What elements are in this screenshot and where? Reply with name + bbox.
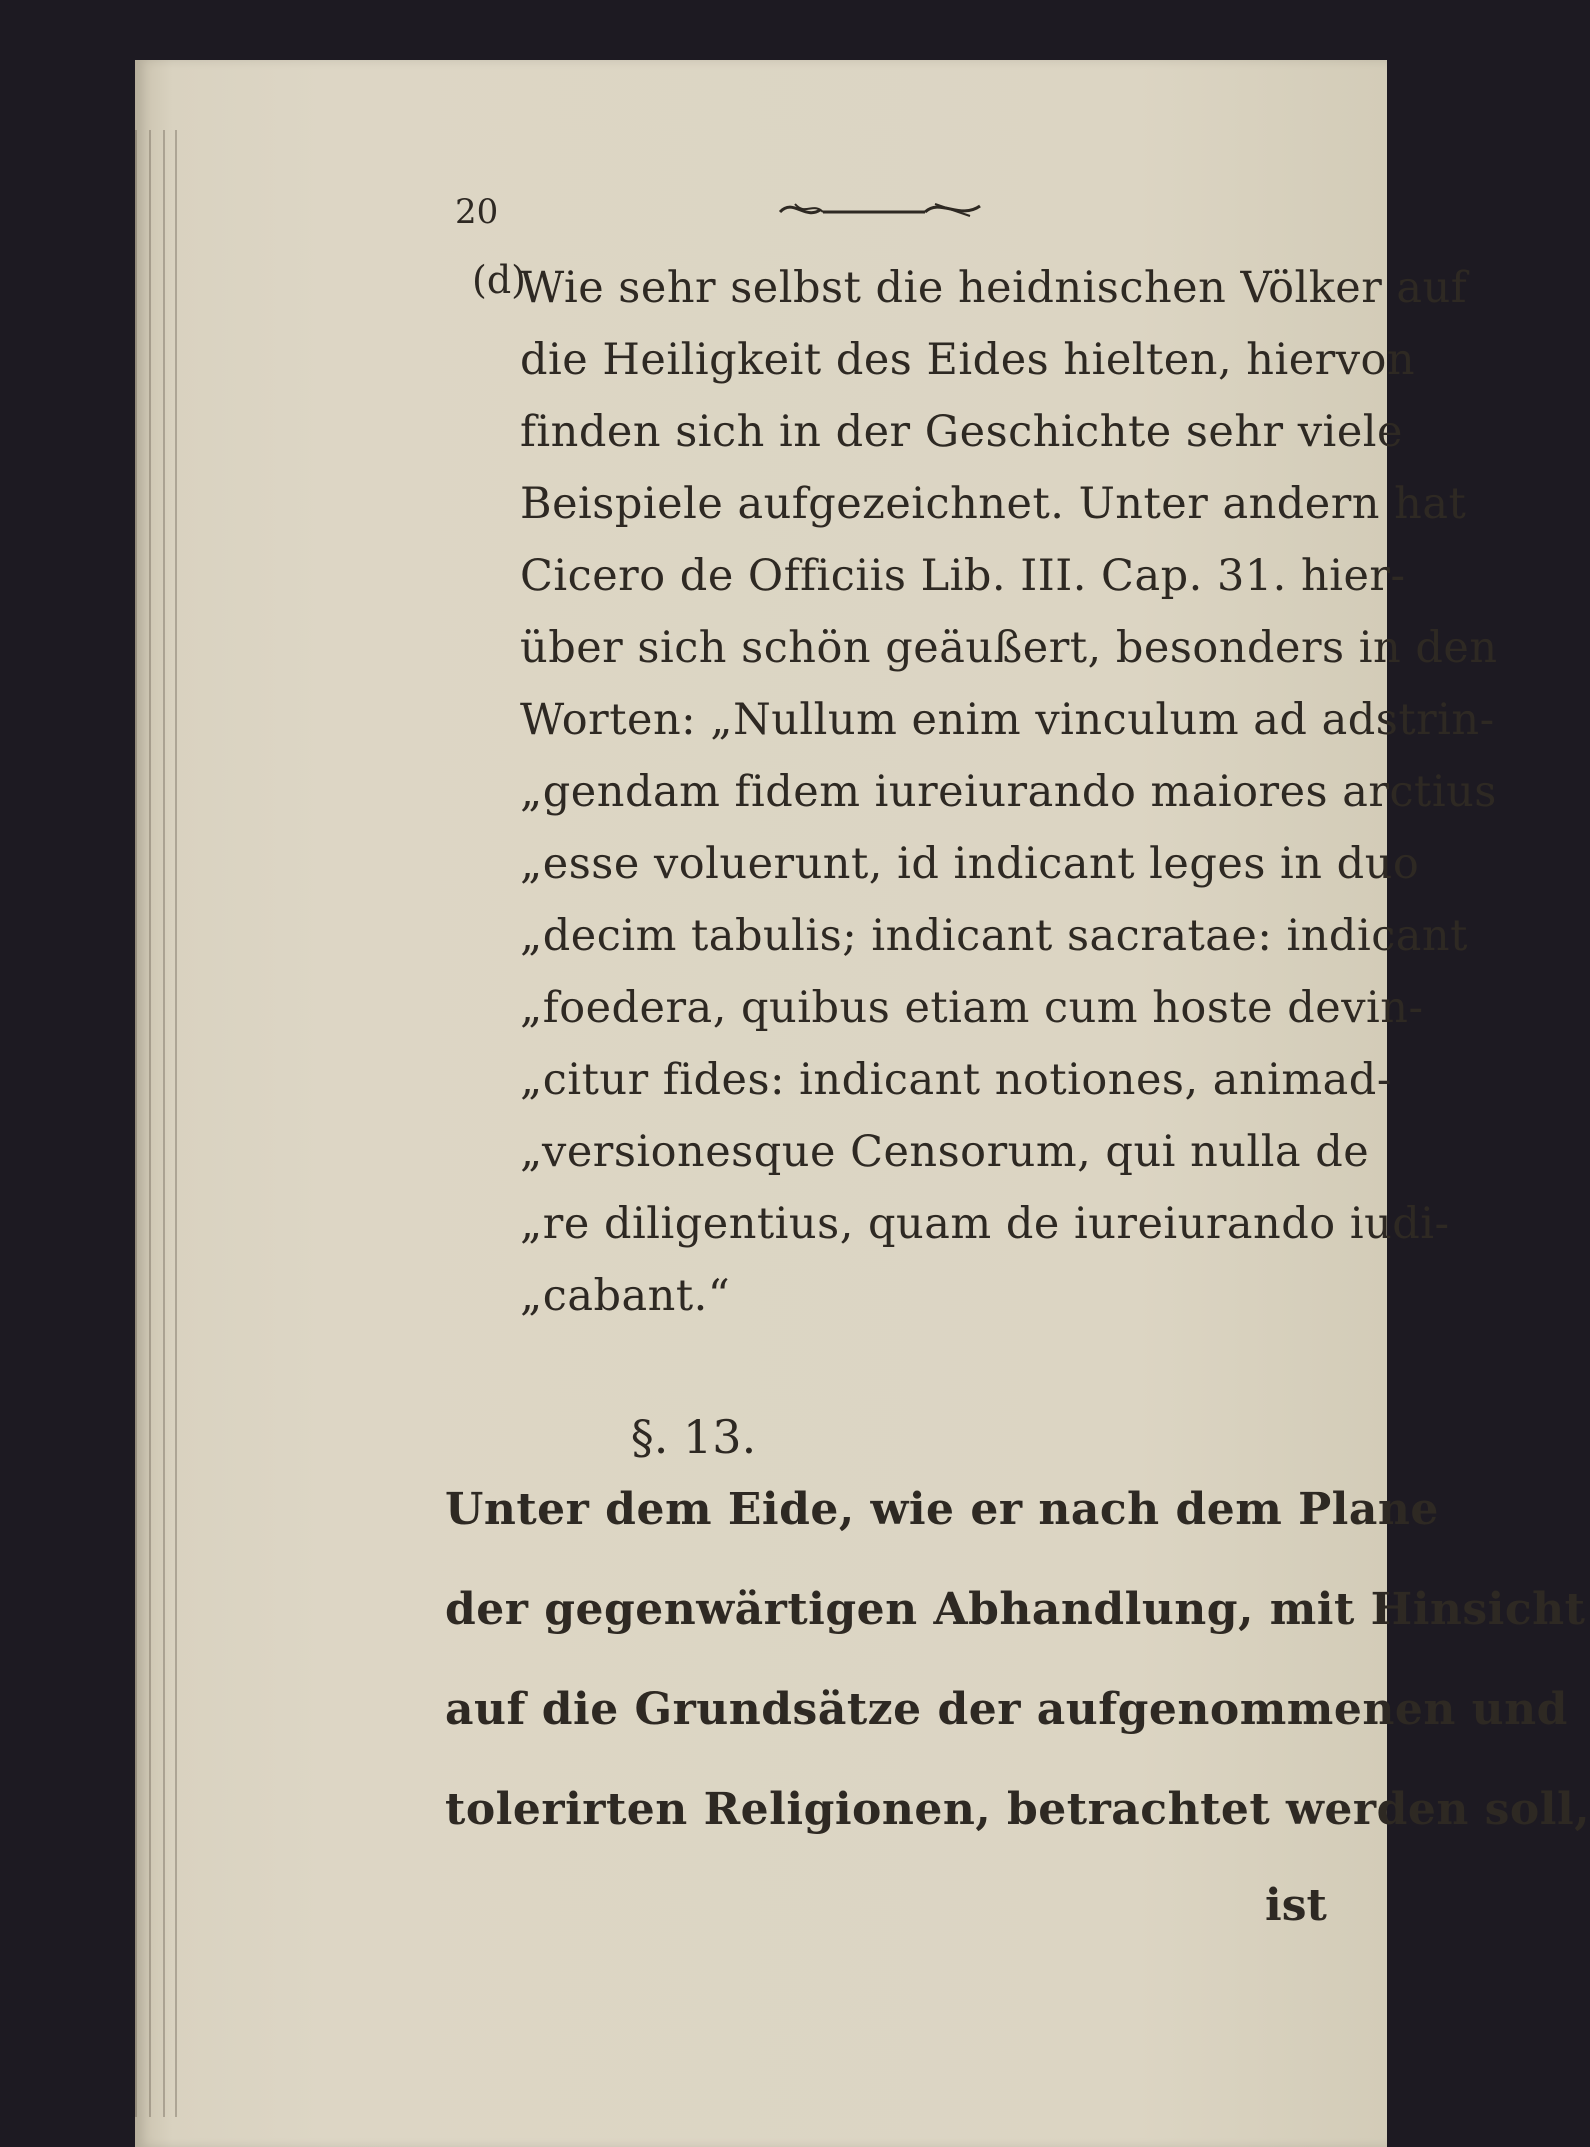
footnote-line: „cabant.“ [520,1271,731,1321]
body-line: der gegenwärtigen Abhandlung, mit Hinsicht [445,1584,1586,1635]
footnote-line: „foedera, quibus etiam cum hoste devin- [520,983,1424,1033]
footnote-line: Wie sehr selbst die heidnischen Völker auf [520,263,1468,313]
footnote-line: „citur fides: indicant notiones, animad- [520,1055,1392,1105]
catchword: ist [1265,1880,1327,1931]
printer-ornament-rule-icon [775,190,995,230]
footnote-line: finden sich in der Geschichte sehr viele [520,407,1403,457]
footnote-line: „re diligentius, quam de iureiurando iudi- [520,1199,1450,1249]
footnote-line: über sich schön geäußert, besonders in den [520,623,1498,673]
footnote-marker: (d) [472,258,526,302]
page-number: 20 [455,192,499,232]
page-edge [149,130,151,2117]
section-heading: §. 13. [630,1410,757,1464]
footnote-line: „versionesque Censorum, qui nulla de [520,1127,1370,1177]
page-edge [163,130,165,2117]
body-line: tolerirten Religionen, betrachtet werden soll, [445,1784,1590,1835]
footnote-line: „esse voluerunt, id indicant leges in duo [520,839,1420,889]
footnote-line: „decim tabulis; indicant sacratae: indicant [520,911,1468,961]
body-line: Unter dem Eide, wie er nach dem Plane [445,1484,1439,1535]
footnote-line: „gendam fidem iureiurando maiores arctius [520,767,1497,817]
body-line: auf die Grundsätze der aufgenommenen und [445,1684,1568,1735]
page-edge [175,130,177,2117]
footnote-line: Worten: „Nullum enim vinculum ad adstrin- [520,695,1495,745]
footnote-line: die Heiligkeit des Eides hielten, hiervon [520,335,1416,385]
page-edge [135,130,137,2117]
footnote-line: Beispiele aufgezeichnet. Unter andern hat [520,479,1467,529]
footnote-line: Cicero de Officiis Lib. III. Cap. 31. hier- [520,551,1406,601]
